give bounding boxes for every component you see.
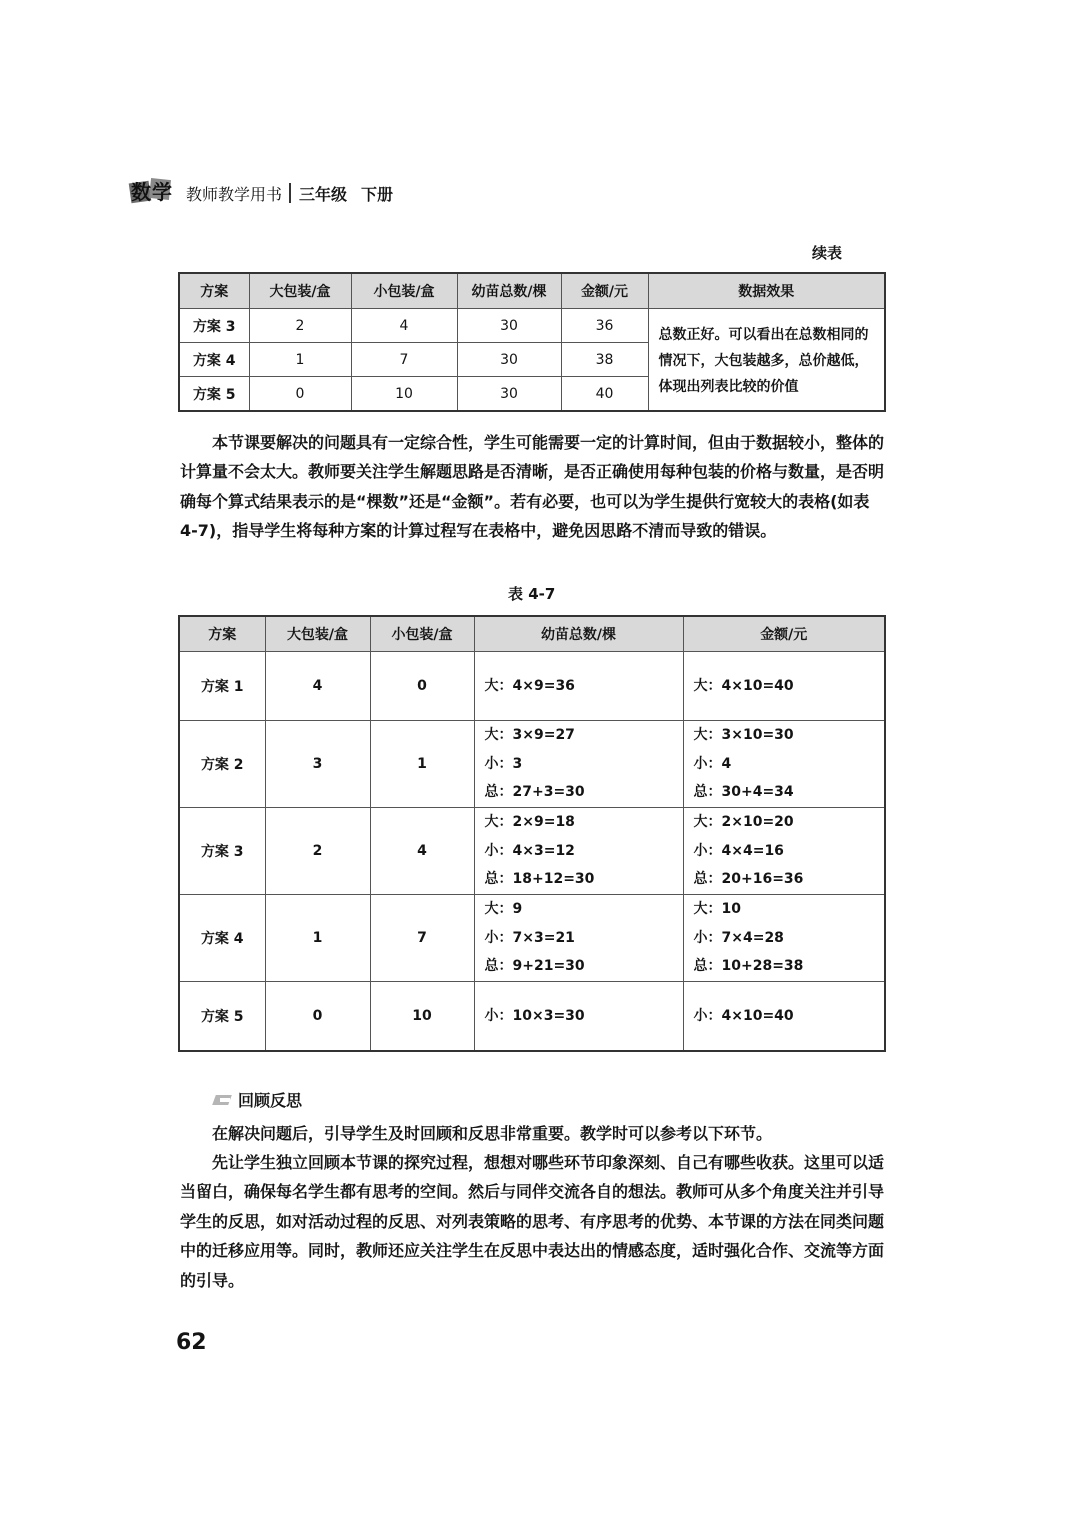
table-row (179, 721, 885, 808)
header-cell: 方案 (179, 616, 265, 652)
plan-cell: 方案 3 (179, 309, 249, 343)
seedling-count-cell: 30 (457, 377, 561, 412)
amount-calc-cell (683, 652, 885, 721)
continued-table-label: 续表 (812, 244, 843, 262)
data-effect-cell: 总数正好。可以看出在总数相同的情况下，大包装越多，总价越低，体现出列表比较的价值 (648, 309, 885, 412)
calc-line: 大：9 (484, 901, 523, 918)
calc-line: 大：4×10=40 (693, 677, 794, 694)
calc-line: 小：4×10=40 (693, 1007, 794, 1024)
big-box-cell: 4 (265, 652, 370, 721)
amount-cell: 36 (561, 309, 648, 343)
logo-char-1: 数 (131, 180, 151, 204)
seedling-calc-cell (474, 721, 683, 808)
body-paragraph: 先让学生独立回顾本节课的探究过程，想想对哪些环节印象深刻、自己有哪些收获。这里可以适当留白，确保每名学生都有思考的空间。然后与同伴交流各自的想法。教师可从多个角度关注并引导学生的反思，如对活动过程的反思、对列表策略的思考、有序思考的优势、本节课的方法在同类问题中的迁移应用等。同时，教师还应关注学生在反思中表达出的情感态度，适时强化合作、交流等方面的引导。 (180, 1153, 885, 1290)
table-row (179, 652, 885, 721)
table-row (179, 895, 885, 982)
header-cell: 小包装/盒 (351, 273, 457, 309)
calc-line: 大：3×10=30 (693, 727, 794, 744)
header-cell: 幼苗总数/棵 (474, 616, 683, 652)
amount-calc-cell (683, 895, 885, 982)
page-number: 62 (176, 1330, 207, 1355)
plan-cell: 方案 3 (179, 808, 265, 895)
small-box-cell: 10 (370, 982, 474, 1052)
header-cell: 幼苗总数/棵 (457, 273, 561, 309)
small-box-cell: 7 (351, 343, 457, 377)
table-row (179, 808, 885, 895)
small-box-cell: 10 (351, 377, 457, 412)
calc-line: 大：2×9=18 (484, 814, 575, 831)
big-box-cell: 3 (265, 721, 370, 808)
seedling-calc-cell (474, 982, 683, 1052)
header-cell: 数据效果 (648, 273, 885, 309)
calc-line: 总：20+16=36 (693, 871, 804, 888)
small-box-cell: 0 (370, 652, 474, 721)
calc-line: 总：27+3=30 (484, 784, 585, 801)
section-title: 回顾反思 (238, 1091, 303, 1110)
calc-line: 小：7×3=21 (484, 929, 575, 946)
book-title: 教师教学用书 (186, 184, 283, 204)
small-box-cell: 1 (370, 721, 474, 808)
table-caption: 表 4-7 (508, 585, 556, 603)
amount-cell: 38 (561, 343, 648, 377)
calc-line: 总：30+4=34 (693, 784, 794, 801)
seedling-calc-cell (474, 895, 683, 982)
big-box-cell: 0 (265, 982, 370, 1052)
calc-line: 小：7×4=28 (693, 929, 784, 946)
calc-line: 小：4 (693, 755, 732, 772)
table-header-row (179, 616, 885, 652)
running-header (130, 176, 393, 210)
calculation-table (178, 615, 886, 1052)
calc-line: 总：10+28=38 (693, 958, 804, 975)
header-cell: 大包装/盒 (265, 616, 370, 652)
calc-line: 小：10×3=30 (484, 1007, 585, 1024)
header-divider (289, 183, 291, 203)
calc-line: 大：3×9=27 (484, 727, 575, 744)
plan-cell: 方案 4 (179, 895, 265, 982)
book-volume: 下册 (361, 184, 394, 204)
continued-table (178, 272, 886, 412)
header-cell: 大包装/盒 (249, 273, 351, 309)
seedling-count-cell: 30 (457, 309, 561, 343)
table-header-row (179, 273, 885, 309)
amount-calc-cell (683, 721, 885, 808)
book-grade: 三年级 (299, 184, 348, 204)
body-paragraph: 在解决问题后，引导学生及时回顾和反思非常重要。教学时可以参考以下环节。 (212, 1124, 773, 1143)
small-box-cell: 4 (351, 309, 457, 343)
plan-cell: 方案 5 (179, 982, 265, 1052)
header-cell: 方案 (179, 273, 249, 309)
amount-calc-cell (683, 808, 885, 895)
seedling-count-cell: 30 (457, 343, 561, 377)
section-marker-icon (214, 1093, 234, 1107)
calc-line: 大：4×9=36 (484, 677, 575, 694)
calc-line: 大：10 (693, 901, 741, 918)
big-box-cell: 2 (249, 309, 351, 343)
big-box-cell: 1 (249, 343, 351, 377)
header-cell: 小包装/盒 (370, 616, 474, 652)
amount-cell: 40 (561, 377, 648, 412)
seedling-calc-cell (474, 652, 683, 721)
big-box-cell: 2 (265, 808, 370, 895)
plan-cell: 方案 4 (179, 343, 249, 377)
plan-cell: 方案 1 (179, 652, 265, 721)
calc-line: 大：2×10=20 (693, 814, 794, 831)
calc-line: 小：4×4=16 (693, 842, 784, 859)
calc-line: 小：4×3=12 (484, 842, 575, 859)
amount-calc-cell (683, 982, 885, 1052)
small-box-cell: 7 (370, 895, 474, 982)
plan-cell: 方案 5 (179, 377, 249, 412)
table-row (179, 309, 885, 343)
calc-line: 小：3 (484, 755, 523, 772)
calc-line: 总：9+21=30 (484, 958, 585, 975)
header-cell: 金额/元 (561, 273, 648, 309)
table-row (179, 982, 885, 1052)
seedling-calc-cell (474, 808, 683, 895)
small-box-cell: 4 (370, 808, 474, 895)
calc-line: 总：18+12=30 (484, 871, 595, 888)
plan-cell: 方案 2 (179, 721, 265, 808)
section-heading (214, 1088, 302, 1111)
header-cell: 金额/元 (683, 616, 885, 652)
body-paragraph: 本节课要解决的问题具有一定综合性，学生可能需要一定的计算时间，但由于数据较小，整体的计算量不会太大。教师要关注学生解题思路是否清晰，是否正确使用每种包装的价格与数量，是否明确每个算式结果表示的是“棵数”还是“金额”。若有必要，也可以为学生提供行宽较大的表格(如表 4-7)，指导学生将每种方案的计算过程写在表格中，避免因思路不清而导致的错误。 (180, 433, 885, 541)
logo-char-2: 学 (152, 180, 172, 204)
big-box-cell: 0 (249, 377, 351, 412)
subject-logo (130, 177, 180, 209)
big-box-cell: 1 (265, 895, 370, 982)
